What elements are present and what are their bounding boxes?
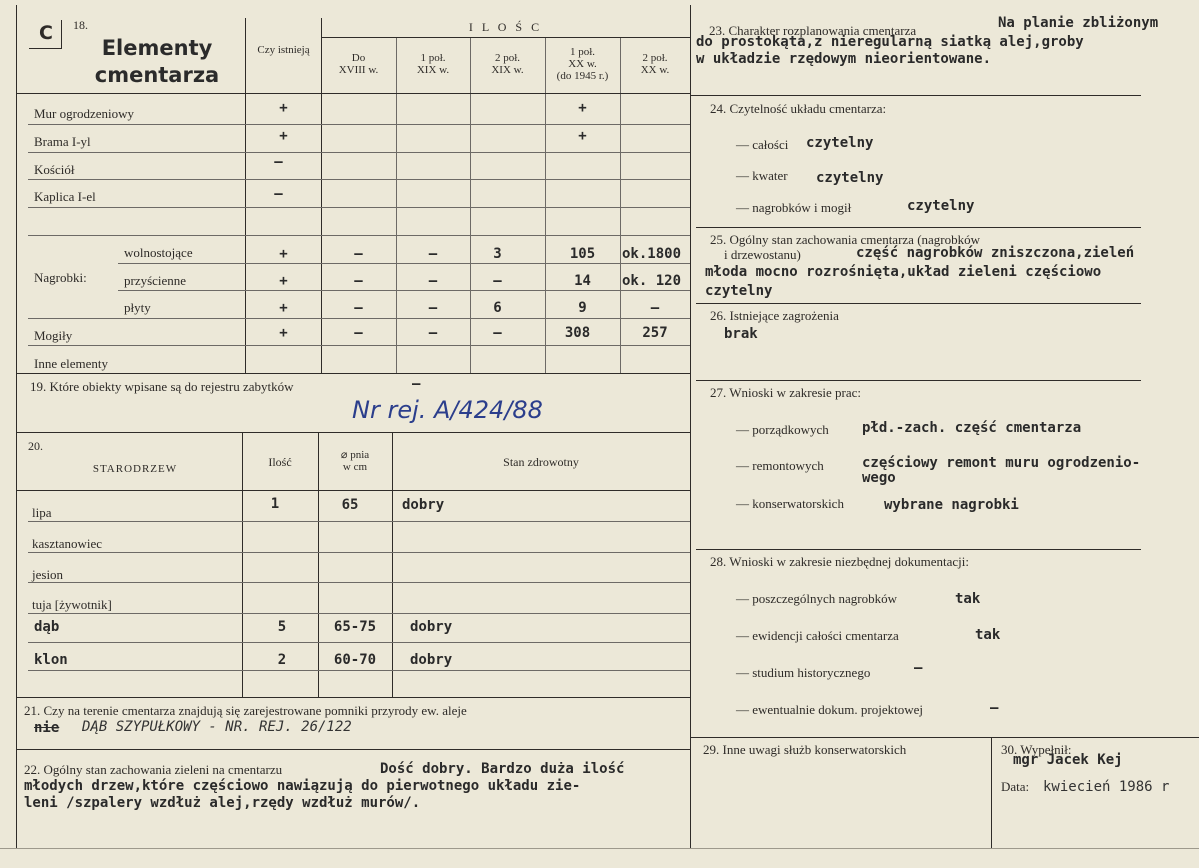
section-23-label: 23. Charakter rozplanowania cmentarza: [709, 23, 917, 38]
tree-qty: 2: [277, 652, 287, 668]
s24-item-value: czytelny: [907, 198, 975, 214]
row-label: Inne elementy: [34, 356, 108, 371]
section-22-text: Dość dobry. Bardzo duża ilość: [380, 761, 625, 777]
section-21-handwritten: DĄB SZYPUŁKOWY - NR. REJ. 26/122: [82, 719, 352, 735]
section-19-handwritten: Nr rej. A/424/88: [352, 396, 543, 424]
row-label: Mur ogrodzeniowy: [34, 106, 135, 121]
grid-line: [470, 38, 471, 373]
cell: –: [274, 154, 283, 170]
grid-line: [16, 749, 690, 750]
s27-item-value: częściowy remont muru ogrodzenio-: [862, 455, 1141, 471]
grid-line: [28, 179, 690, 180]
tree-qty: 5: [277, 619, 287, 635]
filled-by-name: mgr Jacek Kej: [1013, 752, 1123, 768]
tree-diam: 60-70: [333, 652, 377, 668]
title-line-2: cmentarza: [94, 63, 220, 87]
grid-line: [696, 227, 1141, 228]
cell: –: [354, 246, 363, 262]
tree-name: dąb: [34, 619, 60, 635]
section-19-dash: –: [412, 376, 421, 392]
grid-line: [696, 380, 1141, 381]
grid-line: [28, 613, 690, 614]
section-18-number: 18.: [73, 18, 88, 32]
cell: 3: [493, 246, 502, 262]
cell: –: [354, 300, 363, 316]
grid-line: [396, 38, 397, 373]
section-22-label: 22. Ogólny stan zachowania zieleni na cmentarzu: [24, 762, 283, 777]
cell: 14: [574, 273, 591, 289]
cell: +: [279, 246, 288, 262]
grid-line: [28, 670, 690, 671]
period-header-0: Do XVIII w.: [338, 52, 379, 76]
cell: ok. 120: [622, 273, 682, 289]
cell: –: [354, 273, 363, 289]
grid-line: [28, 552, 690, 553]
cell: +: [578, 128, 587, 144]
section-20-number: 20.: [28, 439, 43, 453]
s28-item-value: tak: [955, 591, 981, 607]
center-divider: [690, 5, 691, 848]
section-25-label-2: i drzewostanu): [724, 247, 801, 262]
cell: ok.1800: [622, 246, 682, 262]
grid-line: [620, 38, 621, 373]
date-label: Data:: [1001, 779, 1030, 794]
row-label: wolnostojące: [124, 245, 193, 260]
cell: +: [279, 325, 288, 341]
nagrobki-label: Nagrobki:: [34, 270, 87, 285]
grid-line: [28, 152, 690, 153]
section-27-label: 27. Wnioski w zakresie prac:: [710, 385, 862, 400]
section-25-text: czytelny: [705, 283, 773, 299]
section-21-label: 21. Czy na terenie cmentarza znajdują się zarejestrowane pomniki przyrody ew. aleje: [24, 703, 467, 718]
section-30-label: 30. Wypełnił:: [1001, 742, 1072, 757]
s24-item-label: — kwater: [736, 168, 788, 183]
cell: +: [279, 100, 288, 116]
s27-item-label: — konserwatorskich: [736, 496, 844, 511]
grid-line: [690, 737, 1199, 738]
tree-name: kasztanowiec: [32, 536, 103, 551]
cell: –: [354, 325, 363, 341]
period-header-4: 2 poł. XX w.: [640, 52, 670, 76]
s28-item-label: — ewentualnie dokum. projektowej: [736, 702, 924, 717]
section-26-label: 26. Istniejące zagrożenia: [710, 308, 839, 323]
cell: 9: [578, 300, 587, 316]
grid-line: [28, 642, 690, 643]
period-header-1: 1 poł. XIX w.: [416, 52, 450, 76]
col-diameter-header: ⌀ pnia w cm: [340, 449, 370, 473]
grid-line: [28, 582, 690, 583]
grid-line: [16, 697, 690, 698]
tree-diam: 65-75: [333, 619, 377, 635]
tree-name: jesion: [32, 567, 64, 582]
section-23-text: do prostokąta,z nieregularną siatką alej,groby: [696, 34, 1084, 50]
grid-line: [28, 207, 690, 208]
grid-line: [28, 521, 690, 522]
col-qty-header: Ilość: [268, 455, 292, 469]
grid-line: [991, 737, 992, 848]
cell: –: [274, 186, 283, 202]
grid-line: [28, 318, 690, 319]
tree-name: tuja [żywotnik]: [32, 597, 112, 612]
grid-line: [28, 124, 690, 125]
s27-item-value: płd.-zach. część cmentarza: [862, 420, 1082, 436]
s24-item-value: czytelny: [816, 170, 884, 186]
s27-item-label: — remontowych: [736, 458, 824, 473]
section-19-label: 19. Które obiekty wpisane są do rejestru zabytków: [30, 379, 294, 394]
tree-qty: 1: [270, 496, 280, 512]
grid-line: [392, 432, 393, 697]
grid-line: [28, 345, 690, 346]
s24-item-label: — nagrobków i mogił: [736, 200, 852, 215]
grid-line: [545, 38, 546, 373]
grid-line: [28, 235, 690, 236]
section-28-label: 28. Wnioski w zakresie niezbędnej dokumentacji:: [710, 554, 969, 569]
section-21-struck: nie: [34, 720, 60, 736]
section-25-label: 25. Ogólny stan zachowania cmentarza (nagrobków: [710, 232, 981, 247]
cell: –: [493, 273, 502, 289]
row-label: Kościół: [34, 162, 75, 177]
tree-health: dobry: [410, 619, 453, 635]
card-letter-box: [29, 20, 62, 49]
starodrzew-header: STARODRZEW: [92, 463, 178, 475]
row-label: płyty: [124, 300, 151, 315]
period-header-3: 1 poł. XX w. (do 1945 r.): [556, 46, 609, 82]
grid-line: [696, 549, 1141, 550]
tree-health: dobry: [402, 497, 445, 513]
cell: +: [279, 300, 288, 316]
grid-line: [321, 37, 690, 38]
bottom-edge: [0, 848, 1199, 849]
date-value: kwiecień 1986 r: [1043, 779, 1170, 795]
s24-item-label: — całości: [736, 137, 789, 152]
tree-name: lipa: [32, 505, 52, 520]
row-label: Mogiły: [34, 328, 73, 343]
s28-item-label: — poszczególnych nagrobków: [736, 591, 898, 606]
section-22-text: leni /szpalery wzdłuż alej,rzędy wzdłuż murów/.: [24, 795, 421, 811]
s27-item-value-cont: wego: [862, 470, 896, 486]
s27-item-label: — porządkowych: [736, 422, 829, 437]
section-24-label: 24. Czytelność układu cmentarza:: [710, 101, 887, 116]
s28-item-value: tak: [975, 627, 1001, 643]
row-label: Brama I-yl: [34, 134, 91, 149]
grid-line: [16, 373, 690, 374]
section-25-text: część nagrobków zniszczona,zieleń: [856, 245, 1135, 261]
section-23-text: Na planie zbliżonym: [998, 15, 1159, 31]
cell: +: [279, 128, 288, 144]
grid-line: [118, 263, 690, 264]
s28-item-label: — studium historycznego: [736, 665, 871, 680]
tree-name: klon: [34, 652, 68, 668]
title-line-1: Elementy: [101, 36, 213, 60]
cell: +: [279, 273, 288, 289]
cell: 257: [642, 325, 668, 341]
section-18-title: [92, 35, 222, 89]
cell: –: [428, 325, 438, 341]
s28-item-label: — ewidencji całości cmentarza: [736, 628, 899, 643]
cell: 308: [564, 325, 591, 341]
quantity-header: I L O Ś C: [468, 20, 543, 34]
row-label: Kaplica I-el: [34, 189, 96, 204]
s28-item-value: –: [914, 660, 923, 676]
s27-item-value: wybrane nagrobki: [884, 497, 1019, 513]
cell: 6: [493, 300, 502, 316]
grid-line: [118, 290, 690, 291]
col-exists-header: Czy istnieją: [257, 44, 310, 56]
section-29-label: 29. Inne uwagi służb konserwatorskich: [703, 742, 907, 757]
section-26-value: brak: [724, 326, 758, 342]
cell: –: [428, 273, 438, 289]
section-23-text: w układzie rzędowym nieorientowane.: [696, 51, 992, 67]
row-label: przyścienne: [124, 273, 187, 288]
grid-line: [16, 432, 690, 433]
grid-line: [690, 95, 1141, 96]
grid-line: [696, 303, 1141, 304]
grid-line: [16, 490, 690, 491]
section-25-text: młoda mocno rozrośnięta,układ zieleni częściowo: [705, 264, 1102, 280]
period-header-2: 2 poł. XIX w.: [491, 52, 524, 76]
cell: –: [493, 325, 502, 341]
left-border: [16, 5, 17, 848]
tree-health: dobry: [410, 652, 453, 668]
grid-line: [16, 93, 690, 94]
cell: –: [650, 300, 660, 316]
card-letter: C: [39, 22, 53, 44]
section-22-text: młodych drzew,które częściowo nawiązują do pierwotnego układu zie-: [24, 778, 581, 794]
cell: –: [428, 300, 438, 316]
s28-item-value: –: [990, 700, 999, 716]
cell: +: [578, 100, 587, 116]
s24-item-value: czytelny: [806, 135, 874, 151]
col-health-header: Stan zdrowotny: [503, 455, 579, 469]
cell: 105: [569, 246, 596, 262]
cell: –: [428, 246, 438, 262]
tree-diam: 65: [341, 497, 359, 513]
